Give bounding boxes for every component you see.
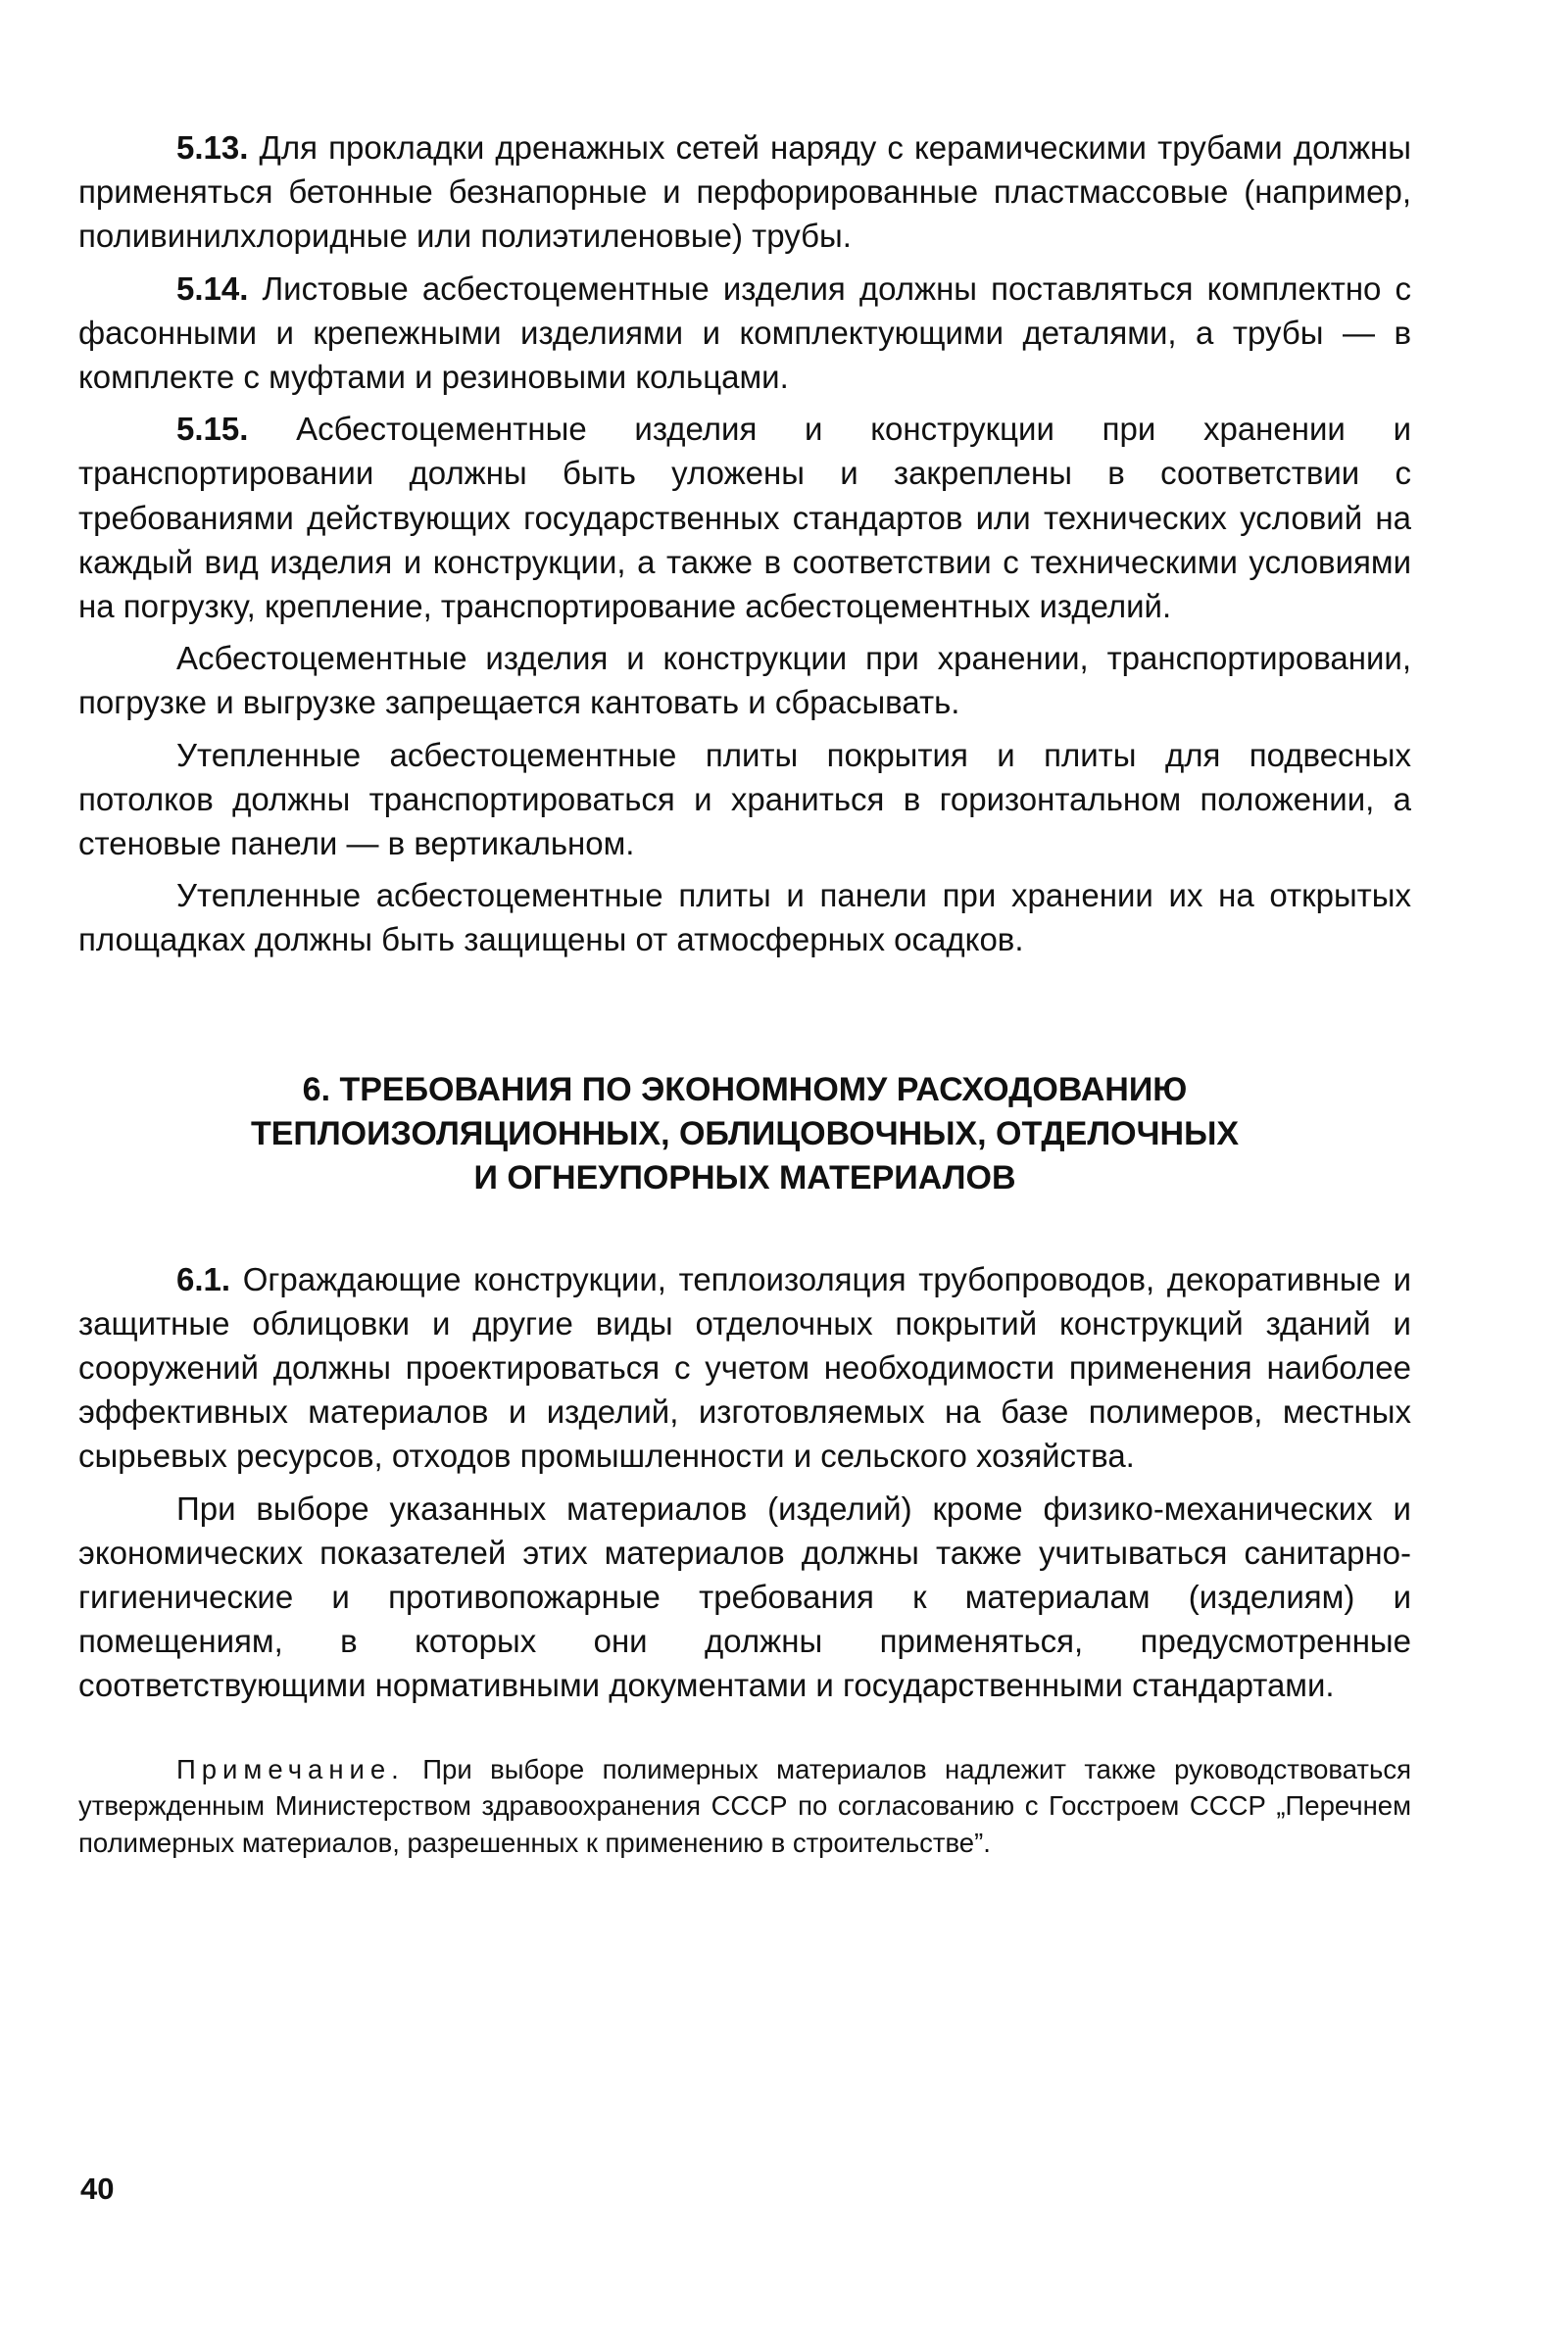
paragraph-5-13 <box>78 125 1411 259</box>
paragraph-5-14 <box>78 267 1411 400</box>
heading-line-2: ТЕПЛОИЗОЛЯЦИОННЫХ, ОБЛИЦОВОЧНЫХ, ОТДЕЛОЧНЫХ <box>250 1114 1240 1152</box>
paragraph-5-15 <box>78 407 1411 628</box>
clause-number: 6.1. <box>176 1260 231 1297</box>
paragraph-6-1 <box>78 1257 1411 1479</box>
clause-number: 5.14. <box>176 269 249 307</box>
footnote-note <box>78 1751 1411 1862</box>
paragraph-5-15-protection: Утепленные асбестоцементные плиты и панели при хранении их на открытых площадках должны быть защищены от атмосферных осадков. <box>78 877 1411 958</box>
note-label: Примечание. <box>176 1753 405 1784</box>
paragraph-text: Ограждающие конструкции, теплоизоляция трубопроводов, декоративные и защитные облицовки и другие виды отделочных покрытий конструкций зданий и сооружений должны проектироваться с учетом необходимости применения наиболее эффективных материалов и изделий, изготовляемых на базе полимеров, местных сырьевых ресурсов, отходов промышленности и сельского хозяйства. <box>78 1260 1412 1475</box>
paragraph-6-1-selection: При выборе указанных материалов (изделий) кроме физико-механических и экономических показателей этих материалов должны также учитываться санитарно-гигиенические и противопожарные требования к материалам (изделиям) и помещениям, в которых они должны применяться, предусмотренные соответствующими нормативными документами и государственными стандартами. <box>78 1489 1411 1704</box>
note-text: При выборе полимерных материалов надлежит также руководствоваться утвержденным Министерством здравоохранения СССР по согласованию с Госстроем СССР „Перечнем полимерных материалов, разрешенных к применению в строительстве”. <box>78 1753 1411 1858</box>
heading-line-1: 6. ТРЕБОВАНИЯ ПО ЭКОНОМНОМУ РАСХОДОВАНИЮ <box>302 1070 1188 1108</box>
paragraph-5-15-handling: Асбестоцементные изделия и конструкции при хранении, транспортировании, погрузке и выгрузке запрещается кантовать и сбрасывать. <box>78 640 1411 721</box>
section-6-heading <box>78 1068 1411 1200</box>
heading-line-3: И ОГНЕУПОРНЫХ МАТЕРИАЛОВ <box>473 1158 1016 1196</box>
clause-number: 5.13. <box>176 129 249 166</box>
clause-number: 5.15. <box>176 411 249 448</box>
page-content <box>78 125 1411 1888</box>
paragraph-text: Листовые асбестоцементные изделия должны поставляться комплектно с фасонными и крепежными изделиями и комплектующими деталями, а трубы — в комплекте с муфтами и резиновыми кольцами. <box>78 269 1411 396</box>
paragraph-text: Асбестоцементные изделия и конструкции при хранении и транспортировании должны быть уложены и закреплены в соответствии с требованиями действующих государственных стандартов или технических условий на каждый вид изделия и конструкции, а также в соответствии с техническими условиями на погрузку, крепление, транспортирование асбестоцементных изделий. <box>78 411 1412 625</box>
paragraph-text: Для прокладки дренажных сетей наряду с керамическими трубами должны применяться бетонные безнапорные и перфорированные пластмассовые (например, поливинилхлоридные или полиэтиленовые) трубы. <box>78 129 1411 255</box>
paragraph-5-15-storage: Утепленные асбестоцементные плиты покрытия и плиты для подвесных потолков должны транспортироваться и храниться в горизонтальном положении, а стеновые панели — в вертикальном. <box>78 736 1411 862</box>
page-number: 40 <box>80 2172 115 2206</box>
